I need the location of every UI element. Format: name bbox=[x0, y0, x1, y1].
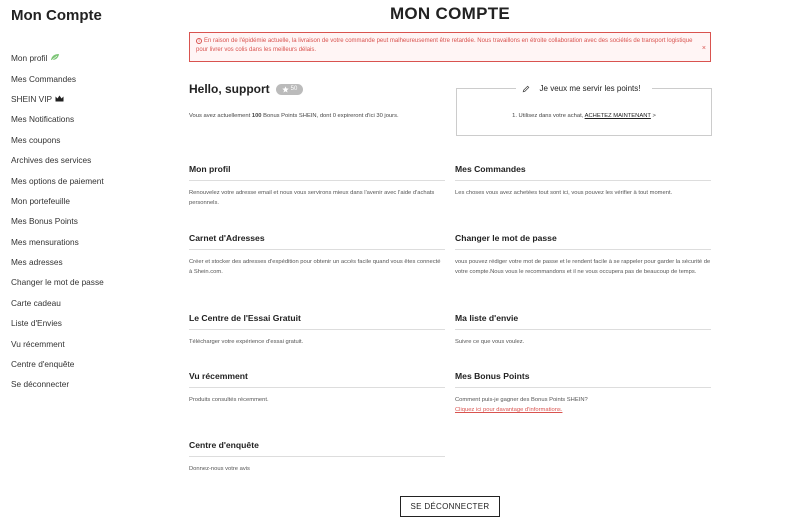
section-profil-title[interactable]: Mon profil bbox=[189, 164, 445, 181]
section-essai-title[interactable]: Le Centre de l'Essai Gratuit bbox=[189, 313, 445, 330]
section-bonus-desc: Comment puis-je gagner des Bonus Points SHEIN? bbox=[455, 397, 588, 403]
section-profil-desc: Renouvelez votre adresse email et nous vous servirons mieux dans l'avenir avec l'aide d'achats personnels. bbox=[189, 190, 435, 206]
points-summary bbox=[189, 113, 399, 119]
section-enquete bbox=[189, 440, 445, 474]
sidebar-item-adresses[interactable] bbox=[11, 252, 104, 272]
alert-text: En raison de l'épidémie actuelle, la livraison de votre commande peut malheureusement être retardée. Nous travaillons en étroite collaboration avec des sociétés de transport logistique pour livrer vos colis dans les meilleurs délais. bbox=[196, 38, 693, 53]
section-carnet-desc: Créer et stocker des adresses d'expédition pour obtenir un accés facile quand vous êtes connecté à Shein.com. bbox=[189, 259, 441, 275]
section-carnet-title[interactable]: Carnet d'Adresses bbox=[189, 233, 445, 250]
logout-button[interactable]: SE DÉCONNECTER bbox=[400, 496, 500, 517]
page-title: MON COMPTE bbox=[389, 4, 511, 23]
buy-now-link[interactable]: ACHETEZ MAINTENANT bbox=[584, 113, 651, 119]
sidebar-item-commandes[interactable] bbox=[11, 68, 104, 88]
section-commandes bbox=[455, 164, 711, 198]
points-value: 100 bbox=[251, 113, 262, 119]
section-mot-de-passe bbox=[455, 233, 711, 277]
sidebar-item-vu-recemment[interactable] bbox=[11, 333, 104, 353]
points-badge-value: 50 bbox=[290, 86, 298, 92]
section-commandes-desc: Les choses vous avez achetées tout sont ici, vous pouvez les vérifier à tout moment. bbox=[455, 190, 673, 196]
use-points-prefix: 1. Utilisez dans votre achat, bbox=[512, 113, 585, 119]
sidebar-item-deconnecter[interactable] bbox=[11, 374, 104, 394]
points-badge bbox=[276, 84, 304, 95]
chevron-right-icon: > bbox=[652, 113, 656, 119]
sidebar-item-label: Mes coupons bbox=[11, 134, 61, 145]
sidebar-item-label: Mes adresses bbox=[11, 257, 63, 268]
sidebar-item-label: Changer le mot de passe bbox=[11, 277, 104, 288]
section-mot-de-passe-title[interactable]: Changer le mot de passe bbox=[455, 233, 711, 250]
section-envie bbox=[455, 313, 711, 347]
greeting-row bbox=[189, 82, 303, 96]
section-envie-desc: Suivre ce que vous voulez. bbox=[455, 339, 525, 345]
sidebar-item-label: Liste d'Envies bbox=[11, 318, 62, 329]
use-points-line bbox=[457, 113, 711, 119]
points-prefix: Vous avez actuellement bbox=[189, 113, 252, 119]
leaf-icon bbox=[50, 53, 60, 63]
sidebar-item-label: Centre d'enquête bbox=[11, 359, 75, 370]
sidebar-item-label: Mes mensurations bbox=[11, 236, 79, 247]
sidebar-item-carte-cadeau[interactable] bbox=[11, 293, 104, 313]
pencil-icon bbox=[522, 85, 530, 93]
sidebar-item-label: Mon portefeuille bbox=[11, 195, 71, 206]
sidebar-item-mot-de-passe[interactable] bbox=[11, 272, 104, 292]
greeting: Hello, support bbox=[189, 82, 270, 96]
section-essai-desc: Télécharger votre expérience d'essai gratuit. bbox=[189, 339, 304, 345]
sidebar-item-notifications[interactable] bbox=[11, 109, 104, 129]
section-envie-title[interactable]: Ma liste d'envie bbox=[455, 313, 711, 330]
sidebar-title: Mon Compte bbox=[11, 7, 102, 24]
use-points-title: Je veux me servir les points! bbox=[534, 84, 647, 93]
sidebar-item-label: Mes Bonus Points bbox=[11, 216, 78, 227]
sidebar-item-label: Vu récemment bbox=[11, 338, 65, 349]
sidebar-item-mensurations[interactable] bbox=[11, 232, 104, 252]
bonus-info-link[interactable]: Cliquez ici pour davantage d'informations. bbox=[455, 407, 563, 413]
sidebar-menu bbox=[11, 48, 104, 395]
sidebar-item-label: Archives des services bbox=[11, 155, 92, 166]
crown-icon bbox=[55, 94, 64, 104]
sidebar-item-liste-envies[interactable] bbox=[11, 313, 104, 333]
sidebar-item-portefeuille[interactable] bbox=[11, 191, 104, 211]
section-vu-desc: Produits consultés récemment. bbox=[189, 397, 269, 403]
use-points-box bbox=[456, 84, 712, 136]
sidebar-item-bonus-points[interactable] bbox=[11, 211, 104, 231]
sidebar-item-label: Se déconnecter bbox=[11, 379, 70, 390]
section-vu bbox=[189, 371, 445, 405]
sidebar-item-archives[interactable] bbox=[11, 150, 104, 170]
section-commandes-title[interactable]: Mes Commandes bbox=[455, 164, 711, 181]
points-suffix: Bonus Points SHEIN, dont 0 expireront d'ici 30 jours. bbox=[261, 113, 399, 119]
section-enquete-desc: Donnez-nous votre avis bbox=[189, 466, 250, 472]
section-enquete-title[interactable]: Centre d'enquête bbox=[189, 440, 445, 457]
close-icon[interactable]: × bbox=[701, 45, 706, 52]
sidebar-item-label: Mon profil bbox=[11, 53, 48, 64]
sidebar-item-label: Mes Commandes bbox=[11, 73, 77, 84]
sidebar-item-label: Carte cadeau bbox=[11, 297, 61, 308]
star-icon bbox=[282, 86, 289, 93]
sidebar-item-paiement[interactable] bbox=[11, 170, 104, 190]
section-essai bbox=[189, 313, 445, 347]
sidebar-item-vip[interactable] bbox=[11, 89, 104, 109]
sidebar-item-label: SHEIN VIP bbox=[11, 93, 53, 104]
alert-banner bbox=[189, 32, 711, 62]
sidebar-item-profil[interactable] bbox=[11, 48, 104, 68]
sidebar-item-label: Mes Notifications bbox=[11, 114, 75, 125]
sidebar-item-label: Mes options de paiement bbox=[11, 175, 104, 186]
sidebar-item-enquete[interactable] bbox=[11, 354, 104, 374]
info-icon: i bbox=[196, 38, 202, 44]
section-bonus-title[interactable]: Mes Bonus Points bbox=[455, 371, 711, 388]
section-carnet bbox=[189, 233, 445, 277]
section-mot-de-passe-desc: vous pouvez rédiger votre mot de passe et le rendent facile à se rappeler pour garder la sécurité de votre compte.Nous vous le recommandons et il ne vous occupera pas de beaucoup de temps. bbox=[455, 259, 711, 275]
section-vu-title[interactable]: Vu récemment bbox=[189, 371, 445, 388]
section-profil bbox=[189, 164, 445, 208]
section-bonus bbox=[455, 371, 711, 415]
sidebar-item-coupons[interactable] bbox=[11, 130, 104, 150]
